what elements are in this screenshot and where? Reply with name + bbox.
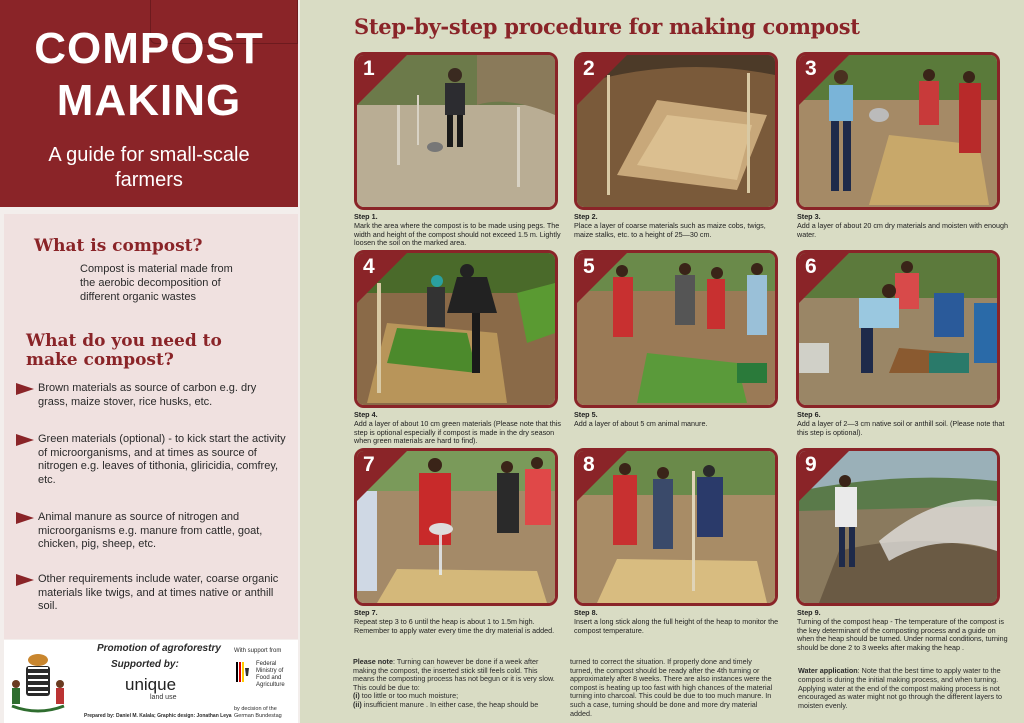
unique-logo-text: unique [125, 675, 177, 694]
step-2-photo [574, 52, 778, 210]
step-7-caption [354, 609, 566, 635]
water-application-note [798, 667, 1010, 711]
please-note-label: Please note [353, 657, 393, 666]
step-number: 5 [583, 255, 595, 278]
step-label: Step 2. [574, 212, 598, 221]
step-2-caption [574, 213, 786, 239]
title-block [0, 0, 298, 207]
step-number: 2 [583, 57, 595, 80]
coat-of-arms-logo [6, 650, 70, 716]
arrow-right-icon [16, 512, 34, 524]
title-line-2: MAKING [56, 76, 242, 125]
arrow-right-icon [16, 574, 34, 586]
step-8-caption [574, 609, 786, 635]
step-label: Step 1. [354, 212, 378, 221]
step-1-photo [354, 52, 558, 210]
unique-logo-subtext: land use [150, 694, 177, 701]
step-3-caption [797, 213, 1009, 239]
need-heading: What do you need to make compost? [26, 331, 222, 370]
step-label: Step 3. [797, 212, 821, 221]
item-2-text: insufficient manure . In either case, the heap should be [361, 699, 539, 709]
step-text: Insert a long stick along the full height of the heap to monitor the compost temperature. [574, 616, 779, 635]
step-4-photo [354, 250, 558, 408]
need-item-text: Animal manure as source of nitrogen and microorganisms e.g. manure from cattle, goat, chicken, pig, sheep, etc. [38, 511, 263, 550]
step-text: Mark the area where the compost is to be made using pegs. The width and height of the compost should not exceed 1.5 m. Lightly loosen the soil on the marked area. [354, 220, 561, 248]
step-label: Step 5. [574, 410, 598, 419]
supported-by-text: Supported by: [111, 659, 179, 670]
item-2-number: (ii) [353, 699, 362, 709]
step-number: 1 [363, 57, 375, 80]
step-text: Add a layer of 2—3 cm native soil or anthill soil. (Please note that this step is optional). [797, 418, 1005, 437]
step-label: Step 9. [797, 608, 821, 617]
german-eagle-icon [236, 662, 250, 682]
step-6-photo [796, 250, 1000, 408]
please-note-col-2: turned to correct the situation. If properly done and timely turned, the compost should be ready after the 4th turning or approximately after 8 weeks. There are also instances were the compost is heating up too fast with high chances of the material turning into charcoal. This could be due to too much manure. In such a case, turning should be done and more dry material added. [570, 657, 773, 718]
need-item-text: Green materials (optional) - to kick start the activity of microorganisms, and at times as source of nitrogen e.g. leaves of tithonia, gliricidia, comfrey, etc. [38, 433, 286, 486]
step-text: Repeat step 3 to 6 until the heap is about 1 to 1.5m high. Remember to apply water every time the dry material is added. [354, 616, 555, 635]
main-title: Step-by-step procedure for making compost [354, 14, 860, 39]
promotion-text: Promotion of agroforestry [97, 643, 221, 654]
water-note-text: : Note that the best time to apply water to the compost is during the initial making process, and when turning. Applying water at the end of the compost making process is not encouraged as water might not go through the different layers to moisten evenly. [798, 666, 1003, 711]
ministry-text: Federal Ministry of Food and Agriculture [256, 661, 285, 688]
step-number: 6 [805, 255, 817, 278]
need-item-text: Brown materials as source of carbon e.g. dry grass, maize stover, rice husks, etc. [38, 382, 257, 408]
step-8-photo [574, 448, 778, 606]
with-support-text: With support from [234, 648, 282, 654]
item-1-text: too little or too much moisture; [359, 691, 459, 701]
step-1-caption [354, 213, 566, 248]
what-is-text: Compost is material made from the aerobic decomposition of different organic wastes [80, 263, 233, 303]
bundestag-text: by decision of the German Bundestag [234, 706, 282, 719]
step-label: Step 4. [354, 410, 378, 419]
step-9-photo [796, 448, 1000, 606]
arrow-right-icon [16, 383, 34, 395]
arrow-right-icon [16, 434, 34, 446]
step-text: Place a layer of coarse materials such as maize cobs, twigs, maize stalks, etc. to a height of 25—30 cm. [574, 220, 766, 239]
water-note-label: Water application [798, 666, 858, 675]
step-text: Add a layer of about 5 cm animal manure. [574, 418, 708, 428]
step-5-photo [574, 250, 778, 408]
need-item-text: Other requirements include water, coarse organic materials like twigs, and at times native or anthill soil. [38, 573, 279, 612]
please-note-text: : Turning can however be done if a week after making the compost, the inserted stick still feels cold. This means the composting process has not begun or it is very slow. This could be due to: [353, 657, 555, 692]
title-line-1: COMPOST [34, 24, 264, 73]
step-7-photo [354, 448, 558, 606]
step-label: Step 7. [354, 608, 378, 617]
step-number: 3 [805, 57, 817, 80]
step-text: Turning of the compost heap - The temperature of the compost is the key determinant of the composting process and a guide on when the heap should be turned. Under normal conditions, turning should be done 2 to 3 weeks after making the heap . [797, 616, 1008, 653]
step-number: 7 [363, 453, 375, 476]
step-3-photo [796, 52, 1000, 210]
step-text: Add a layer of about 10 cm green materials (Please note that this step is optional especially if compost is made in the dry season when green materials are hard to find). [354, 418, 561, 446]
step-9-caption [797, 609, 1009, 653]
step-label: Step 8. [574, 608, 598, 617]
item-1-number: (i) [353, 691, 360, 701]
step-4-caption [354, 411, 566, 446]
step-text: Add a layer of about 20 cm dry materials and moisten with enough water. [797, 220, 1008, 239]
step-number: 8 [583, 453, 595, 476]
step-label: Step 6. [797, 410, 821, 419]
step-number: 9 [805, 453, 817, 476]
credits-text: Prepared by: Daniel M. Kalala; Graphic design: Jonathan Leya [84, 713, 232, 719]
subtitle: A guide for small-scale farmers [48, 144, 250, 191]
step-number: 4 [363, 255, 375, 278]
step-5-caption [574, 411, 786, 429]
what-is-heading: What is compost? [34, 236, 203, 256]
please-note-col-1 [353, 658, 558, 710]
step-6-caption [797, 411, 1009, 437]
